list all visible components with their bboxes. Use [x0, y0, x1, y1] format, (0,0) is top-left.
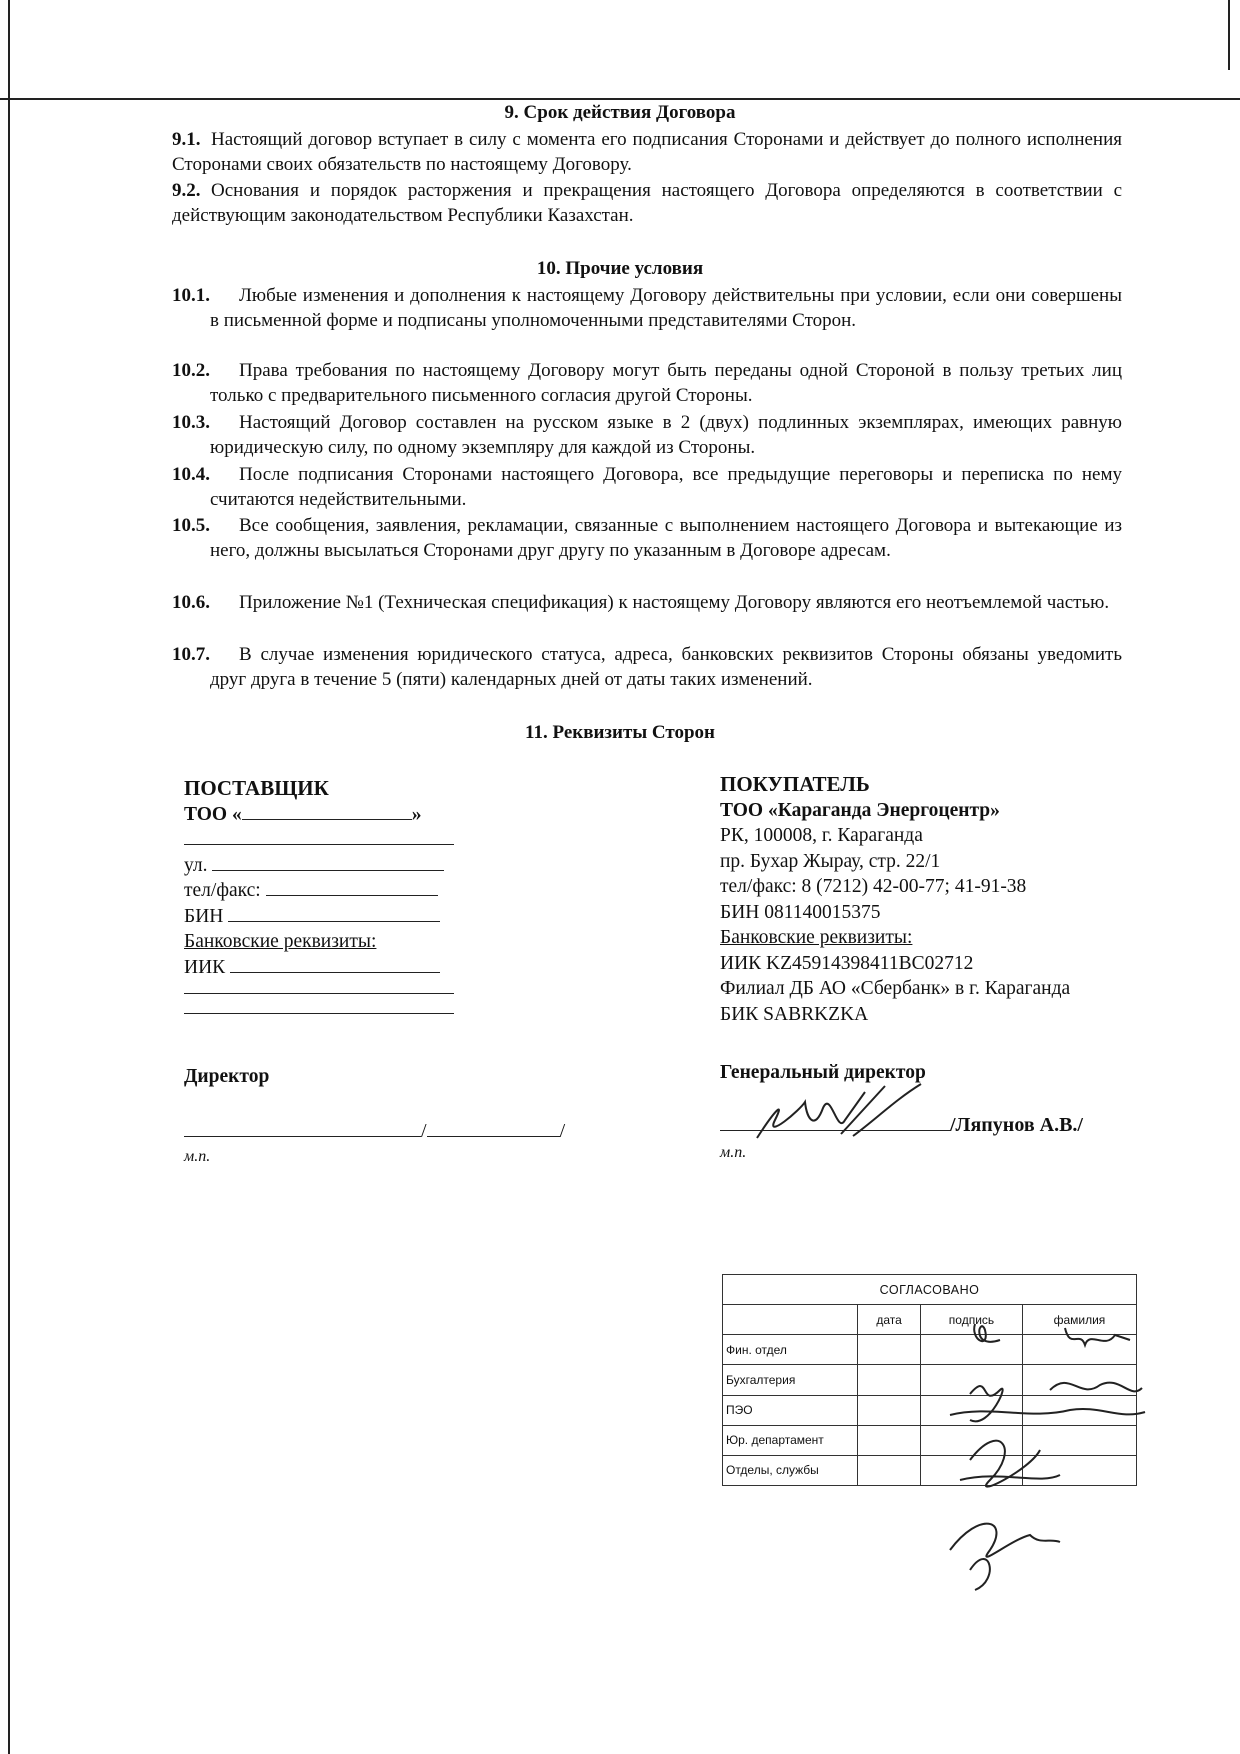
- clause-text: Настоящий Договор составлен на русском языке в 2 (двух) подлинных экземплярах, имеющих равную юридическую силу, по одному экземпляру для каждой из Стороны.: [210, 412, 1122, 458]
- supplier-phone-blank: [266, 879, 438, 896]
- stamp-row-label: Отделы, службы: [723, 1455, 858, 1485]
- buyer-bank-name: Филиал ДБ АО «Сбербанк» в г. Караганда: [720, 978, 1071, 999]
- stamp-cell: [858, 1365, 921, 1395]
- scan-right-border: [1228, 0, 1230, 70]
- stamp-cell: [858, 1455, 921, 1485]
- buyer-phone: тел/факс: 8 (7212) 42-00-77; 41-91-38: [720, 876, 1027, 897]
- stamp-cell: [858, 1395, 921, 1425]
- supplier-bank-label: Банковские реквизиты:: [184, 931, 377, 952]
- stamp-cell: [858, 1335, 921, 1365]
- buyer-bin: БИН 081140015375: [720, 901, 881, 923]
- stamp-cell: [858, 1425, 921, 1455]
- director-label: Директор: [184, 1066, 270, 1087]
- clause-9-2: [172, 178, 1122, 228]
- clause-text: В случае изменения юридического статуса, адреса, банковских реквизитов Стороны обязаны уведомить друг друга в течение 5 (пяти) календарных дней от даты таких изменений.: [210, 644, 1122, 690]
- supplier-street-blank: [212, 854, 444, 871]
- supplier-signature-blank: [184, 1120, 421, 1137]
- buyer-bik: БИК SABRKZKA: [720, 1003, 869, 1025]
- supplier-company-blank: [242, 803, 412, 820]
- supplier-blank-row: [184, 827, 474, 853]
- sig-separator: /: [421, 1120, 427, 1142]
- clause-text: Настоящий договор вступает в силу с момента его подписания Сторонами и действует до полного исполнения Сторонами своих обязательств по настоящему Договору.: [172, 129, 1122, 175]
- clause-10-1: [172, 283, 1122, 333]
- supplier-company-suffix: »: [411, 803, 422, 825]
- buyer-director-name: /Ляпунов А.В./: [950, 1114, 1083, 1136]
- supplier-street-line: [184, 853, 474, 879]
- clause-number: 9.2.: [172, 180, 201, 201]
- section-11-title: 11. Реквизиты Сторон: [525, 722, 715, 743]
- clause-text: После подписания Сторонами настоящего Договора, все предыдущие переговоры и переписка по нему считаются недействительными.: [210, 464, 1122, 510]
- buyer-company: ТОО «Караганда Энергоцентр»: [720, 799, 1000, 821]
- supplier-bin-label: БИН: [184, 905, 224, 927]
- clause-10-2: [172, 358, 1122, 408]
- buyer-seal-label: м.п.: [720, 1144, 747, 1161]
- supplier-blank-row: [184, 980, 474, 1006]
- stamp-col-signature: подпись: [921, 1305, 1023, 1335]
- clause-text: Все сообщения, заявления, рекламации, связанные с выполнением настоящего Договора и вытекающие из него, должны высылаться Сторонами друг другу по указанным в Договоре адресам.: [210, 515, 1122, 561]
- director-signature-icon: [745, 1080, 935, 1150]
- stamp-row-label: Юр. департамент: [723, 1425, 858, 1455]
- supplier-company-prefix: ТОО «: [184, 803, 242, 825]
- stamp-row-label: Фин. отдел: [723, 1335, 858, 1365]
- clause-text: Приложение №1 (Техническая спецификация) к настоящему Договору являются его неотъемлемой частью.: [239, 592, 1110, 613]
- clause-number: 10.2.: [172, 360, 210, 381]
- stamp-corner-cell: [723, 1305, 858, 1335]
- clause-number: 10.7.: [172, 644, 210, 665]
- clause-10-5: [172, 513, 1122, 563]
- clause-text: Права требования по настоящему Договору могут быть переданы одной Стороной в пользу третьих лиц только с предварительного письменного согласия другой Стороны.: [210, 360, 1122, 406]
- supplier-name-blank: [427, 1120, 560, 1137]
- buyer-address-line1: РК, 100008, г. Караганда: [720, 825, 923, 846]
- clause-number: 10.6.: [172, 592, 210, 613]
- sig-separator: /: [559, 1120, 566, 1142]
- supplier-block: [184, 776, 474, 1031]
- clause-text: Основания и порядок расторжения и прекращения настоящего Договора определяются в соответствии с действующим законодательством Республики Казахстан.: [172, 180, 1122, 226]
- clause-10-7: [172, 642, 1122, 692]
- scan-top-border: [0, 98, 1240, 100]
- clause-number: 9.1.: [172, 129, 201, 150]
- section-10-title: 10. Прочие условия: [536, 258, 704, 279]
- approval-signatures-icon: [930, 1310, 1160, 1610]
- clause-9-1: [172, 127, 1122, 177]
- approval-stamp-title: СОГЛАСОВАНО: [723, 1275, 1137, 1305]
- stamp-col-date: дата: [858, 1305, 921, 1335]
- stamp-row-label: Бухгалтерия: [723, 1365, 858, 1395]
- clause-number: 10.3.: [172, 412, 210, 433]
- stamp-col-surname: фамилия: [1022, 1305, 1136, 1335]
- supplier-director-label: [184, 1064, 269, 1090]
- supplier-phone-line: [184, 878, 474, 904]
- clause-10-6: [172, 590, 1122, 615]
- supplier-bin-blank: [228, 905, 440, 922]
- clause-10-4: [172, 462, 1122, 512]
- clause-text: Любые изменения и дополнения к настоящему Договору действительны при условии, если они совершены в письменной форме и подписаны уполномоченными представителями Сторон.: [210, 285, 1122, 331]
- stamp-row-label: ПЭО: [723, 1395, 858, 1425]
- clause-10-3: [172, 410, 1122, 460]
- buyer-iik: ИИК KZ45914398411BC02712: [720, 952, 974, 974]
- buyer-block: [720, 772, 1150, 1027]
- clause-number: 10.5.: [172, 515, 210, 536]
- supplier-bin-line: [184, 904, 474, 930]
- supplier-heading: ПОСТАВЩИК: [184, 776, 329, 800]
- clause-number: 10.1.: [172, 285, 210, 306]
- buyer-heading: ПОКУПАТЕЛЬ: [720, 772, 870, 796]
- supplier-signature-line: [184, 1120, 565, 1143]
- buyer-address-line2: пр. Бухар Жырау, стр. 22/1: [720, 850, 941, 872]
- supplier-iik-blank: [230, 956, 440, 973]
- supplier-street-label: ул.: [184, 854, 208, 876]
- supplier-seal-label: м.п.: [184, 1148, 211, 1165]
- buyer-bank-label: Банковские реквизиты:: [720, 927, 913, 948]
- supplier-blank-row: [184, 1006, 474, 1032]
- section-9-title: 9. Срок действия Договора: [504, 102, 736, 123]
- director-label: Генеральный директор: [720, 1062, 926, 1083]
- supplier-phone-label: тел/факс:: [184, 880, 261, 901]
- clause-number: 10.4.: [172, 464, 210, 485]
- supplier-iik-line: [184, 955, 474, 981]
- supplier-company-line: [184, 802, 474, 828]
- supplier-iik-label: ИИК: [184, 956, 226, 978]
